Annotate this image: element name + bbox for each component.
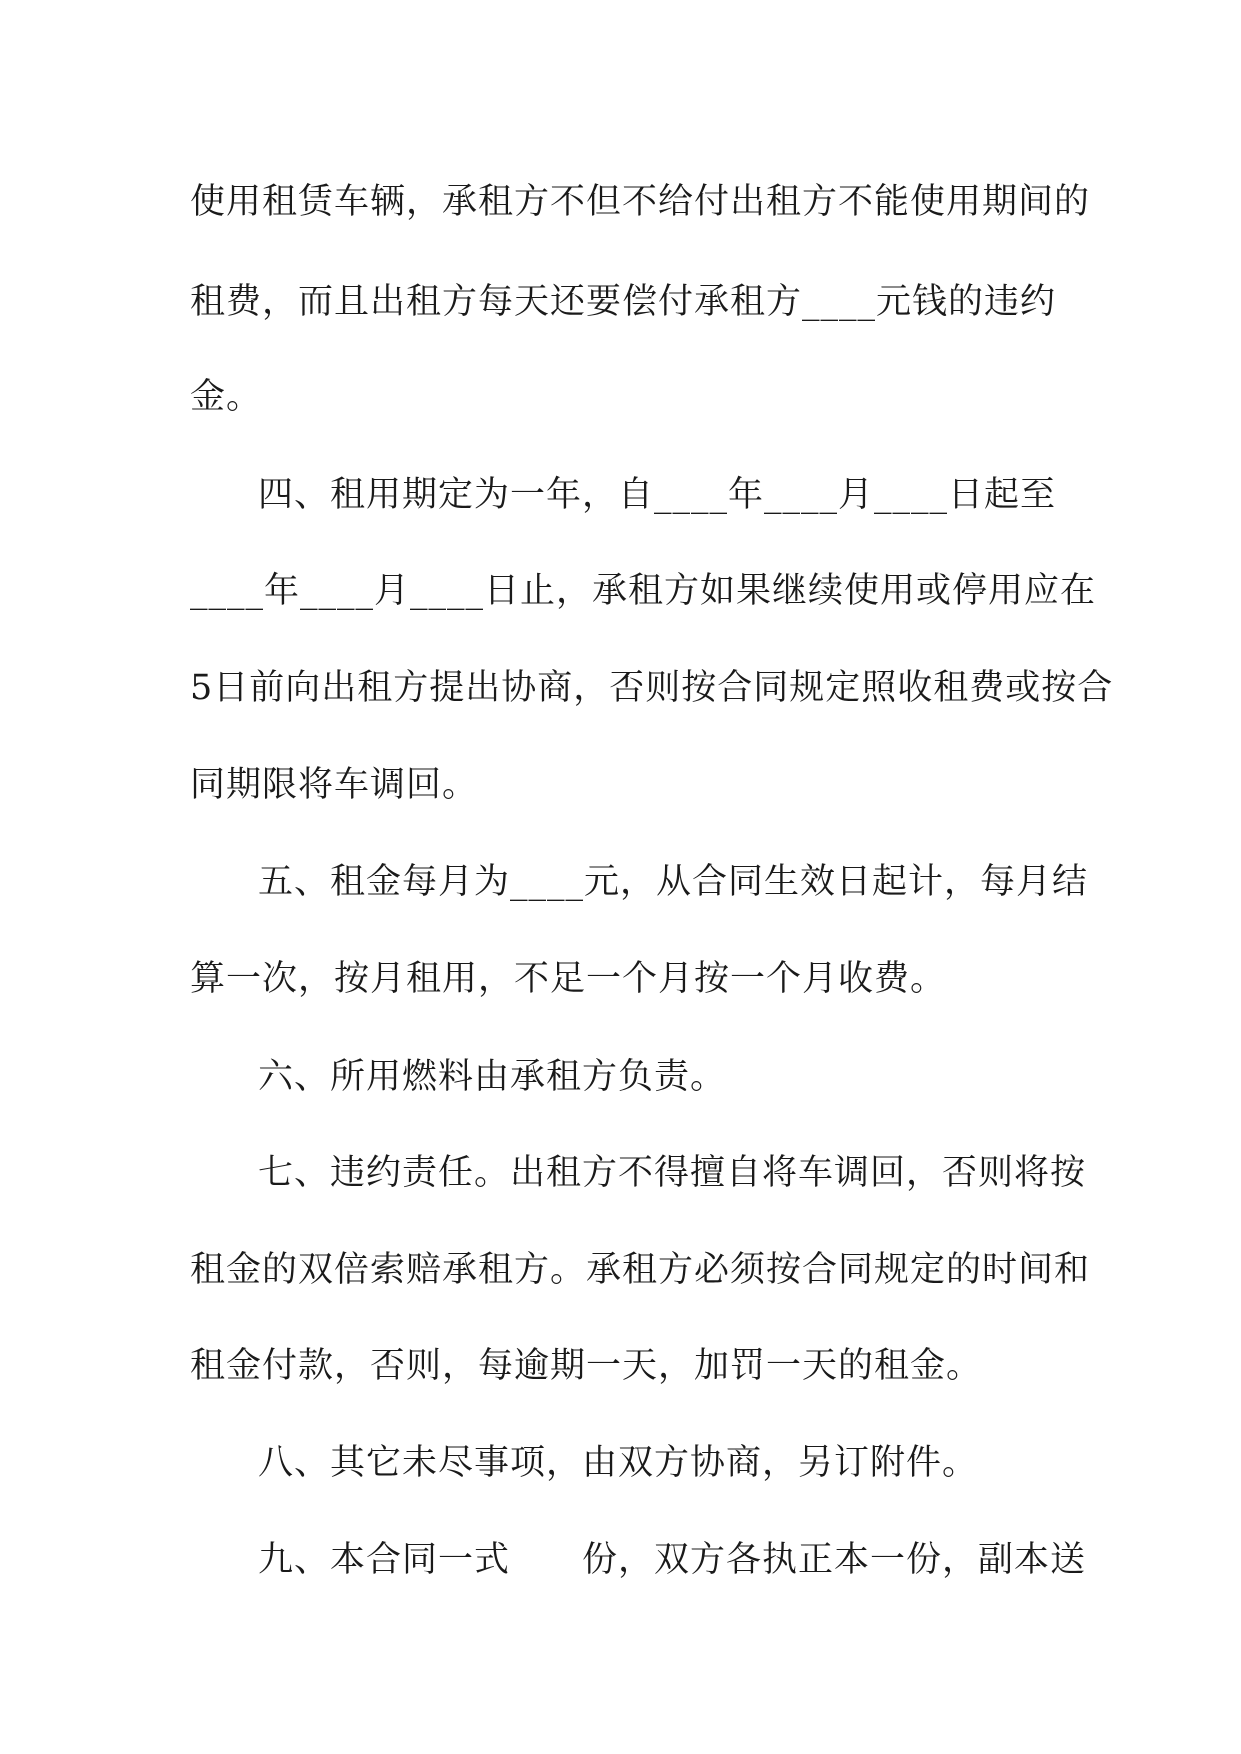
clause-5-line-2: 算一次，按月租用，不足一个月按一个月收费。 <box>190 959 947 999</box>
clause-5-line-1: 五、租金每月为____元，从合同生效日起计，每月结 <box>258 862 1089 902</box>
clause-4-line-3: 5日前向出租方提出协商，否则按合同规定照收租费或按合 <box>190 668 1114 708</box>
clause-9-line-1: 九、本合同一式 份，双方各执正本一份，副本送 <box>258 1540 1087 1580</box>
clause-6-line-1: 六、所用燃料由承租方负责。 <box>258 1057 727 1097</box>
text-line-3: 金。 <box>190 377 263 417</box>
clause-4-line-1: 四、租用期定为一年，自____年____月____日起至 <box>258 475 1057 515</box>
clause-7-line-2: 租金的双倍索赔承租方。承租方必须按合同规定的时间和 <box>190 1250 1091 1290</box>
clause-4-line-2: ____年____月____日止，承租方如果继续使用或停用应在 <box>190 571 1097 611</box>
clause-4-line-4: 同期限将车调回。 <box>190 765 479 805</box>
clause-7-line-1: 七、违约责任。出租方不得擅自将车调回，否则将按 <box>258 1153 1087 1193</box>
clause-7-line-3: 租金付款，否则，每逾期一天，加罚一天的租金。 <box>190 1346 983 1386</box>
text-line-2: 租费，而且出租方每天还要偿付承租方____元钱的违约 <box>190 282 1057 322</box>
clause-8-line-1: 八、其它未尽事项，由双方协商，另订附件。 <box>258 1443 979 1483</box>
text-line-1: 使用租赁车辆，承租方不但不给付出租方不能使用期间的 <box>190 182 1091 222</box>
